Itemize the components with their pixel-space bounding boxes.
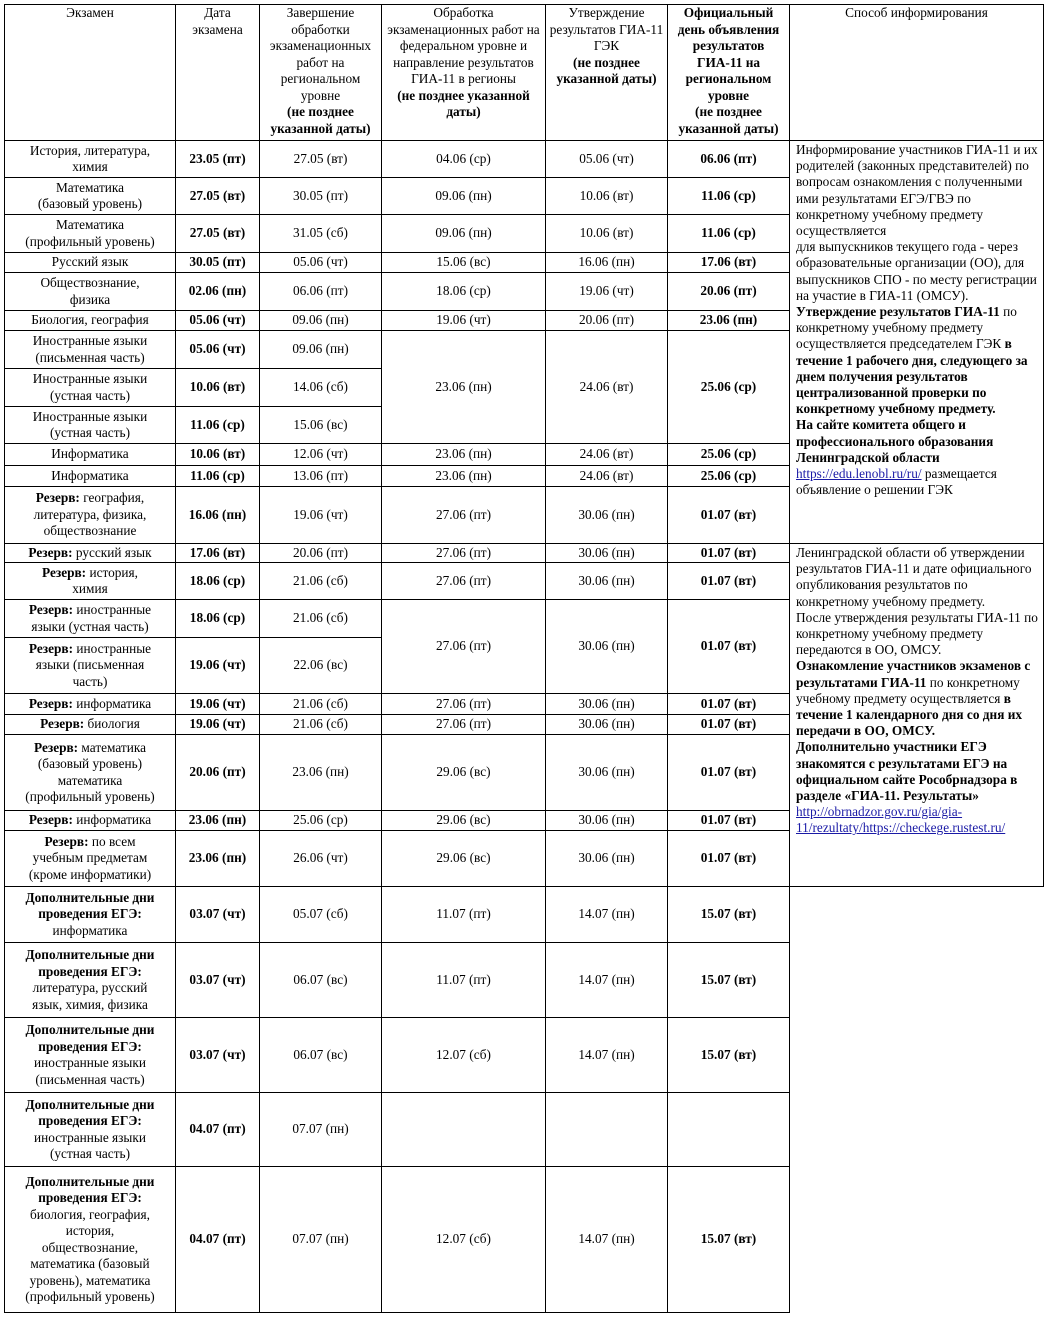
header-official-label: Официальный день объявления результатов ГИА-11 на региональном уровне xyxy=(677,5,780,103)
exam-cell xyxy=(5,178,176,215)
regional-date: 05.07 (сб) xyxy=(260,887,382,943)
exam-cell xyxy=(5,407,176,444)
official-date: 01.07 (вт) xyxy=(668,811,790,831)
federal-date: 09.06 (пн) xyxy=(382,178,546,215)
exam-name: Информатика xyxy=(51,467,129,483)
federal-date: 27.06 (пт) xyxy=(382,563,546,600)
exam-cell xyxy=(5,563,176,600)
header-info-label: Способ информирования xyxy=(845,5,988,20)
exam-cell xyxy=(5,715,176,735)
regional-date: 27.05 (вт) xyxy=(260,141,382,178)
reserve-label: Резерв: xyxy=(28,602,74,617)
official-date: 15.07 (вт) xyxy=(668,1018,790,1093)
approval-date: 16.06 (пн) xyxy=(546,253,668,273)
exam-name: иностранные языки (устная часть) xyxy=(34,1129,146,1161)
official-date: 15.07 (вт) xyxy=(668,1167,790,1313)
federal-date: 27.06 (пт) xyxy=(382,694,546,715)
reserve-label: Резерв: xyxy=(35,490,80,506)
approval-date: 14.07 (пн) xyxy=(546,943,668,1018)
official-date: 06.06 (пт) xyxy=(668,141,790,178)
exam-date: 11.06 (ср) xyxy=(176,466,260,487)
info-text: по конкретному учебному предмету осуществляется председателем ГЭК xyxy=(796,304,1017,352)
official-date: 01.07 (вт) xyxy=(668,563,790,600)
federal-date: 29.06 (вс) xyxy=(382,735,546,811)
official-date: 20.06 (пт) xyxy=(668,273,790,311)
approval-date: 30.06 (пн) xyxy=(546,600,668,694)
approval-date: 30.06 (пн) xyxy=(546,831,668,887)
official-date: 01.07 (вт) xyxy=(668,715,790,735)
approval-date: 30.06 (пн) xyxy=(546,487,668,544)
exam-cell xyxy=(5,466,176,487)
regional-date: 25.06 (ср) xyxy=(260,811,382,831)
regional-date: 21.06 (сб) xyxy=(260,694,382,715)
exam-date: 27.05 (вт) xyxy=(176,178,260,215)
header-row xyxy=(5,5,1044,141)
info-text: размещается объявление о решении ГЭК xyxy=(796,466,997,498)
regional-date: 20.06 (пт) xyxy=(260,544,382,563)
exam-date: 19.06 (чт) xyxy=(176,638,260,694)
federal-date: 29.06 (вс) xyxy=(382,831,546,887)
info-cell-empty xyxy=(790,887,1044,1313)
regional-date: 21.06 (сб) xyxy=(260,600,382,638)
exam-date: 20.06 (пт) xyxy=(176,735,260,811)
exam-cell xyxy=(5,544,176,563)
approval-date xyxy=(546,1093,668,1167)
info-text: по конкретному учебному предмету осуществляется xyxy=(796,674,1020,706)
exam-date: 05.06 (чт) xyxy=(176,331,260,369)
official-date: 01.07 (вт) xyxy=(668,735,790,811)
exam-name: иностранные языки (письменная часть) xyxy=(34,1055,146,1087)
reserve-label: Резерв: xyxy=(34,739,79,755)
approval-date: 05.06 (чт) xyxy=(546,141,668,178)
header-date xyxy=(176,5,260,141)
exam-date: 23.05 (пт) xyxy=(176,141,260,178)
reserve-label: Резерв: xyxy=(28,812,73,828)
exam-name: иностранные языки (письменная часть) xyxy=(35,640,152,689)
table-row xyxy=(5,544,1044,563)
exam-date: 03.07 (чт) xyxy=(176,1018,260,1093)
approval-date: 30.06 (пн) xyxy=(546,735,668,811)
regional-date: 15.06 (вс) xyxy=(260,407,382,444)
extra-days-label: Дополнительные дни проведения ЕГЭ: xyxy=(25,889,155,922)
exam-cell xyxy=(5,638,176,694)
federal-date: 27.06 (пт) xyxy=(382,487,546,544)
reserve-label: Резерв: xyxy=(44,833,89,849)
regional-date: 09.06 (пн) xyxy=(260,311,382,331)
exam-cell xyxy=(5,215,176,253)
official-date: 25.06 (ср) xyxy=(668,331,790,444)
exam-date: 04.07 (пт) xyxy=(176,1093,260,1167)
header-regional-label: Завершение обработки экзаменационных работ на региональном уровне xyxy=(269,5,372,103)
exam-name: История, литература, химия xyxy=(29,142,151,174)
reserve-label: Резерв: xyxy=(42,564,87,580)
exam-name: история, химия xyxy=(72,564,138,596)
exam-name: Иностранные языки (устная часть) xyxy=(32,408,148,440)
info-cell-2 xyxy=(790,544,1044,887)
exam-date: 30.05 (пт) xyxy=(176,253,260,273)
exam-name: литература, русский язык, химия, физика xyxy=(32,980,148,1012)
header-federal xyxy=(382,5,546,141)
info-bold-text: Утверждение результатов ГИА-11 xyxy=(796,304,1000,320)
exam-name: Биология, география xyxy=(31,312,149,328)
exam-date: 05.06 (чт) xyxy=(176,311,260,331)
regional-date: 05.06 (чт) xyxy=(260,253,382,273)
exam-date: 23.06 (пн) xyxy=(176,811,260,831)
approval-date: 24.06 (вт) xyxy=(546,466,668,487)
exam-date: 11.06 (ср) xyxy=(176,407,260,444)
exam-date: 18.06 (ср) xyxy=(176,563,260,600)
official-date: 17.06 (вт) xyxy=(668,253,790,273)
federal-date: 19.06 (чт) xyxy=(382,311,546,331)
exam-date: 16.06 (пн) xyxy=(176,487,260,544)
federal-date: 27.06 (пт) xyxy=(382,544,546,563)
approval-date: 10.06 (вт) xyxy=(546,178,668,215)
info-bold-text: Ознакомление участников экзаменов с результатами ГИА-11 xyxy=(796,658,1031,690)
regional-date: 06.07 (вс) xyxy=(260,1018,382,1093)
info-text: передаются в ОО, ОМСУ. xyxy=(796,642,942,658)
federal-date: 11.07 (пт) xyxy=(382,943,546,1018)
official-date: 01.07 (вт) xyxy=(668,544,790,563)
regional-date: 12.06 (чт) xyxy=(260,444,382,466)
official-date: 11.06 (ср) xyxy=(668,215,790,253)
regional-date: 14.06 (сб) xyxy=(260,369,382,407)
exam-name: математика (базовый уровень) математика (профильный уровень) xyxy=(25,739,155,804)
official-date: 23.06 (пн) xyxy=(668,311,790,331)
federal-date: 12.07 (сб) xyxy=(382,1167,546,1313)
approval-date: 30.06 (пн) xyxy=(546,563,668,600)
federal-date: 18.06 (ср) xyxy=(382,273,546,311)
header-regional xyxy=(260,5,382,141)
exam-cell xyxy=(5,273,176,311)
regional-date: 22.06 (вс) xyxy=(260,638,382,694)
info-text: для выпускников текущего года - через образовательные организации (ОО), для выпускников СПО - по месту регистрации на участие в ГИА-11 (ОМСУ). xyxy=(796,239,1037,303)
exam-name: информатика xyxy=(72,812,152,828)
regional-date: 21.06 (сб) xyxy=(260,563,382,600)
exam-cell xyxy=(5,1018,176,1093)
federal-date: 29.06 (вс) xyxy=(382,811,546,831)
exam-name: биология, география, история, обществознание, математика (базовый уровень), математика (профильный уровень) xyxy=(25,1206,155,1304)
header-info xyxy=(790,5,1044,141)
exam-cell xyxy=(5,887,176,943)
reserve-label: Резерв: xyxy=(28,640,74,656)
extra-days-label: Дополнительные дни проведения ЕГЭ: xyxy=(25,947,155,979)
exam-date: 10.06 (вт) xyxy=(176,444,260,466)
federal-date: 23.06 (пн) xyxy=(382,466,546,487)
exam-cell xyxy=(5,369,176,407)
approval-date: 24.06 (вт) xyxy=(546,331,668,444)
exam-date: 03.07 (чт) xyxy=(176,943,260,1018)
table-row xyxy=(5,141,1044,178)
official-date: 11.06 (ср) xyxy=(668,178,790,215)
approval-date: 24.06 (вт) xyxy=(546,444,668,466)
official-date: 15.07 (вт) xyxy=(668,943,790,1018)
federal-date: 12.07 (сб) xyxy=(382,1018,546,1093)
exam-cell xyxy=(5,694,176,715)
approval-date: 30.06 (пн) xyxy=(546,694,668,715)
info-cell-1 xyxy=(790,141,1044,544)
exam-date: 10.06 (вт) xyxy=(176,369,260,407)
info-bold-text: Дополнительно участники ЕГЭ знакомятся с результатами ЕГЭ на официальном сайте Рособрнадзора в разделе «ГИА-11. Результаты» xyxy=(796,739,1018,804)
regional-date: 30.05 (пт) xyxy=(260,178,382,215)
exam-cell xyxy=(5,831,176,887)
federal-date: 23.06 (пн) xyxy=(382,444,546,466)
official-date: 01.07 (вт) xyxy=(668,831,790,887)
exam-date: 19.06 (чт) xyxy=(176,694,260,715)
approval-date: 20.06 (пт) xyxy=(546,311,668,331)
exam-cell xyxy=(5,253,176,273)
regional-date: 26.06 (чт) xyxy=(260,831,382,887)
table-row xyxy=(5,887,1044,943)
reserve-label: Резерв: xyxy=(28,544,73,560)
regional-date: 06.06 (пт) xyxy=(260,273,382,311)
exam-name: Русский язык xyxy=(51,254,129,270)
extra-days-label: Дополнительные дни проведения ЕГЭ: xyxy=(25,1173,155,1205)
regional-date: 09.06 (пн) xyxy=(260,331,382,369)
results-schedule-table xyxy=(4,4,1044,1313)
exam-cell xyxy=(5,487,176,544)
official-date: 01.07 (вт) xyxy=(668,487,790,544)
official-date: 25.06 (ср) xyxy=(668,466,790,487)
regional-date: 31.05 (сб) xyxy=(260,215,382,253)
exam-name: Обществознание, физика xyxy=(40,275,140,307)
info-text: После утверждения результаты ГИА-11 по конкретному учебному предмету xyxy=(796,609,1038,642)
exam-cell xyxy=(5,444,176,466)
obrnadzor-link[interactable]: http://obrnadzor.gov.ru/gia/gia-11/rezultaty/https://checkege.rustest.ru/ xyxy=(796,804,1006,836)
exam-date: 17.06 (вт) xyxy=(176,544,260,563)
official-date: 25.06 (ср) xyxy=(668,444,790,466)
header-date-label: Дата экзамена xyxy=(192,5,243,37)
approval-date: 14.07 (пн) xyxy=(546,1167,668,1313)
approval-date: 14.07 (пн) xyxy=(546,887,668,943)
header-exam xyxy=(5,5,176,141)
exam-cell xyxy=(5,735,176,811)
exam-date: 27.05 (вт) xyxy=(176,215,260,253)
exam-name: Математика (профильный уровень) xyxy=(25,217,155,249)
official-date: 01.07 (вт) xyxy=(668,694,790,715)
exam-name: Иностранные языки (письменная часть) xyxy=(32,333,148,365)
regional-date: 06.07 (вс) xyxy=(260,943,382,1018)
header-approval-label: Утверждение результатов ГИА-11 ГЭК xyxy=(549,5,664,53)
approval-date: 19.06 (чт) xyxy=(546,273,668,311)
edu-lenobl-link[interactable]: https://edu.lenobl.ru/ru/ xyxy=(796,466,922,482)
reserve-label: Резерв: xyxy=(28,695,73,711)
exam-date: 02.06 (пн) xyxy=(176,273,260,311)
federal-date xyxy=(382,1093,546,1167)
exam-name: Иностранные языки (устная часть) xyxy=(32,371,148,403)
info-bold-text: На сайте комитета общего и профессионального образования Ленинградской области xyxy=(796,417,994,465)
federal-date: 11.07 (пт) xyxy=(382,887,546,943)
regional-date: 13.06 (пт) xyxy=(260,466,382,487)
info-text: Информирование участников ГИА-11 и их родителей (законных представителей) по вопросам ознакомления с полученными ими результатами ЕГЭ/ГВЭ по конкретному учебному предмету осуществляется xyxy=(796,142,1038,239)
regional-date: 07.07 (пн) xyxy=(260,1167,382,1313)
exam-name: информатика xyxy=(52,922,128,938)
exam-cell xyxy=(5,1093,176,1167)
exam-name: по всем учебным предметам (кроме информатики) xyxy=(28,833,152,882)
exam-name: география, литература, физика, обществознание xyxy=(33,490,147,539)
exam-name: биология xyxy=(84,716,140,732)
approval-date: 14.07 (пн) xyxy=(546,1018,668,1093)
info-bold-text: в течение 1 календарного дня со дня их передачи в ОО, ОМСУ. xyxy=(796,690,1023,739)
exam-date: 18.06 (ср) xyxy=(176,600,260,638)
exam-date: 03.07 (чт) xyxy=(176,887,260,943)
exam-date: 23.06 (пн) xyxy=(176,831,260,887)
extra-days-label: Дополнительные дни проведения ЕГЭ: xyxy=(25,1022,155,1054)
header-regional-note: (не позднее указанной даты) xyxy=(270,104,371,136)
info-bold-text: в течение 1 рабочего дня, следующего за днем получения результатов централизованной проверки по конкретному учебному предмету. xyxy=(796,336,1028,417)
approval-date: 10.06 (вт) xyxy=(546,215,668,253)
info-text: Ленинградской области об утверждении результатов ГИА-11 и дате официального опубликования результатов по конкретному учебному предмету. xyxy=(796,545,1032,609)
approval-date: 30.06 (пн) xyxy=(546,715,668,735)
federal-date: 27.06 (пт) xyxy=(382,600,546,694)
federal-date: 15.06 (вс) xyxy=(382,253,546,273)
exam-cell xyxy=(5,141,176,178)
exam-cell xyxy=(5,600,176,638)
header-official xyxy=(668,5,790,141)
extra-days-label: Дополнительные дни проведения ЕГЭ: xyxy=(25,1096,155,1128)
exam-cell xyxy=(5,1167,176,1313)
exam-cell xyxy=(5,331,176,369)
official-date xyxy=(668,1093,790,1167)
regional-date: 21.06 (сб) xyxy=(260,715,382,735)
federal-date: 04.06 (ср) xyxy=(382,141,546,178)
exam-name: Информатика xyxy=(51,446,129,462)
approval-date: 30.06 (пн) xyxy=(546,811,668,831)
exam-name: Математика (базовый уровень) xyxy=(37,179,143,211)
reserve-label: Резерв: xyxy=(40,716,85,732)
federal-date: 09.06 (пн) xyxy=(382,215,546,253)
regional-date: 23.06 (пн) xyxy=(260,735,382,811)
exam-cell xyxy=(5,943,176,1018)
exam-date: 04.07 (пт) xyxy=(176,1167,260,1313)
federal-date: 27.06 (пт) xyxy=(382,715,546,735)
exam-name: информатика xyxy=(72,695,152,711)
official-date: 15.07 (вт) xyxy=(668,887,790,943)
exam-cell xyxy=(5,811,176,831)
approval-date: 30.06 (пн) xyxy=(546,544,668,563)
header-federal-label: Обработка экзаменационных работ на федеральном уровне и направление результатов ГИА-11 в регионы xyxy=(387,5,540,86)
regional-date: 07.07 (пн) xyxy=(260,1093,382,1167)
header-federal-note: (не позднее указанной даты) xyxy=(397,87,530,119)
exam-name: русский язык xyxy=(72,544,152,560)
header-approval-note: (не позднее указанной даты) xyxy=(556,54,657,86)
exam-date: 19.06 (чт) xyxy=(176,715,260,735)
regional-date: 19.06 (чт) xyxy=(260,487,382,544)
exam-cell xyxy=(5,311,176,331)
header-approval xyxy=(546,5,668,141)
header-official-note: (не позднее указанной даты) xyxy=(678,104,779,136)
federal-date: 23.06 (пн) xyxy=(382,331,546,444)
header-exam-label: Экзамен xyxy=(66,5,114,20)
exam-name: иностранные языки (устная часть) xyxy=(31,602,152,634)
official-date: 01.07 (вт) xyxy=(668,600,790,694)
